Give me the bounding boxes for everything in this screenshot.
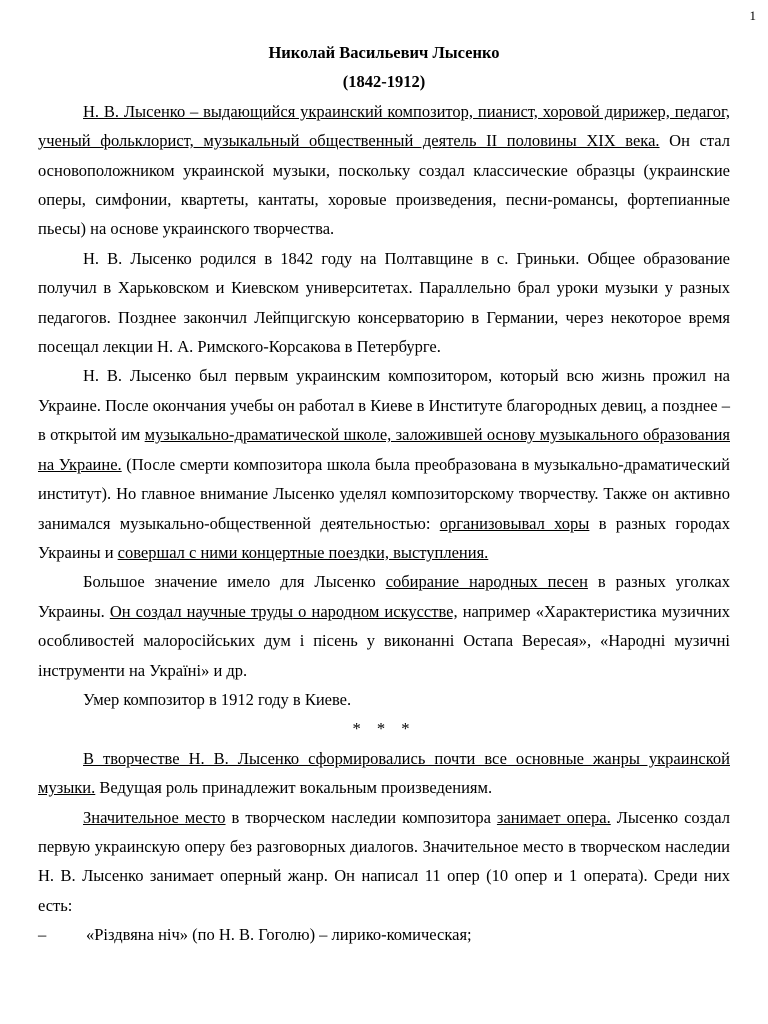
paragraph-opera (38, 803, 730, 921)
paragraph-text: Ведущая роль принадлежит вокальным произведениям. (95, 778, 493, 798)
paragraph-text: в творческом наследии композитора (225, 807, 497, 827)
underlined-text: занимает опера. (496, 807, 611, 827)
underlined-text: В творчестве Н. В. Лысенко сформировались почти все основные жанры украинской музыки. (38, 748, 730, 798)
underlined-text: Он создал научные труды о народном искусстве, (109, 601, 458, 621)
underlined-text: Н. В. Лысенко – выдающийся украинский композитор, пианист, хоровой дирижер, педагог, ученый фольклорист, музыкальный общественный деятель II половины XIX века. (38, 101, 730, 151)
paragraph-biography (38, 244, 730, 362)
document-years: (1842-1912) (342, 72, 426, 92)
paragraph-text: Лысенко создал первую украинскую оперу без разговорных диалогов. Значительное место в творческом наследии Н. В. Лысенко занимает оперный жанр. Он написал 11 опер (10 опер и 1 операта). Среди них есть: (38, 807, 730, 915)
underlined-text: музыкально-драматической школе, заложившей основу музыкального образования на Украине. (38, 425, 730, 474)
paragraph-text: (После смерти композитора школа была преобразована в музыкально-драматический институт). Но главное внимание Лысенко уделял композиторскому творчеству. Также он активно занимался музыкально-общественной деятельностью: (38, 454, 730, 533)
list-item-text: «Різдвяна ніч» (по Н. В. Гоголю) – лирико-комическая; (86, 925, 472, 945)
page-number: 1 (749, 8, 756, 23)
paragraph-text: в разных уголках Украины. (38, 572, 731, 621)
paragraph-text: Н. В. Лысенко родился в 1842 году на Полтавщине в с. Гриньки. Общее образование получил в Харьковском и Киевском университетах. Параллельно брал уроки музыки у разных педагогов. Позднее закончил Лейпцигскую консерваторию в Германии, через некоторое время посещал лекции Н. А. Римского-Корсакова в Петербурге. (38, 248, 730, 357)
list-item (38, 920, 730, 949)
paragraph-intro (38, 97, 730, 244)
underlined-text: Значительное место (83, 807, 226, 827)
document-title: Николай Васильевич Лысенко (268, 43, 500, 62)
paragraph-text: Он стал основоположником украинской музыки, поскольку создал классические образцы (украинские оперы, симфонии, квартеты, кантаты, хоровые произведения, песни-романсы, фортепианные пьесы) на основе украинского творчества. (38, 131, 730, 239)
document-page (38, 38, 730, 950)
paragraph-text: Умер композитор в 1912 году в Киеве. (83, 689, 352, 709)
paragraph-text: например «Характеристика музичних особливостей малоросійських дум і пісень у виконанні Остапа Вересая», «Народні музичні інструменти на Україні» и др. (38, 601, 730, 680)
paragraph-career (38, 361, 730, 567)
paragraph-genres (38, 744, 730, 803)
section-separator: * * * (352, 719, 416, 739)
underlined-text: собирание народных песен (385, 572, 588, 592)
underlined-text: организовывал хоры (439, 513, 590, 533)
paragraph-death (38, 685, 730, 714)
paragraph-text: Большое значение имело для Лысенко (83, 572, 386, 592)
paragraph-folk-songs (38, 567, 730, 685)
paragraph-text: в разных городах Украины и (38, 513, 730, 562)
list-dash: – (38, 925, 47, 945)
paragraph-text: Н. В. Лысенко был первым украинским композитором, который всю жизнь прожил на Украине. После окончания учебы он работал в Киеве в Институте благородных девиц, а позднее – в открытой им (38, 366, 730, 445)
underlined-text: совершал с ними концертные поездки, выступления. (117, 542, 489, 562)
